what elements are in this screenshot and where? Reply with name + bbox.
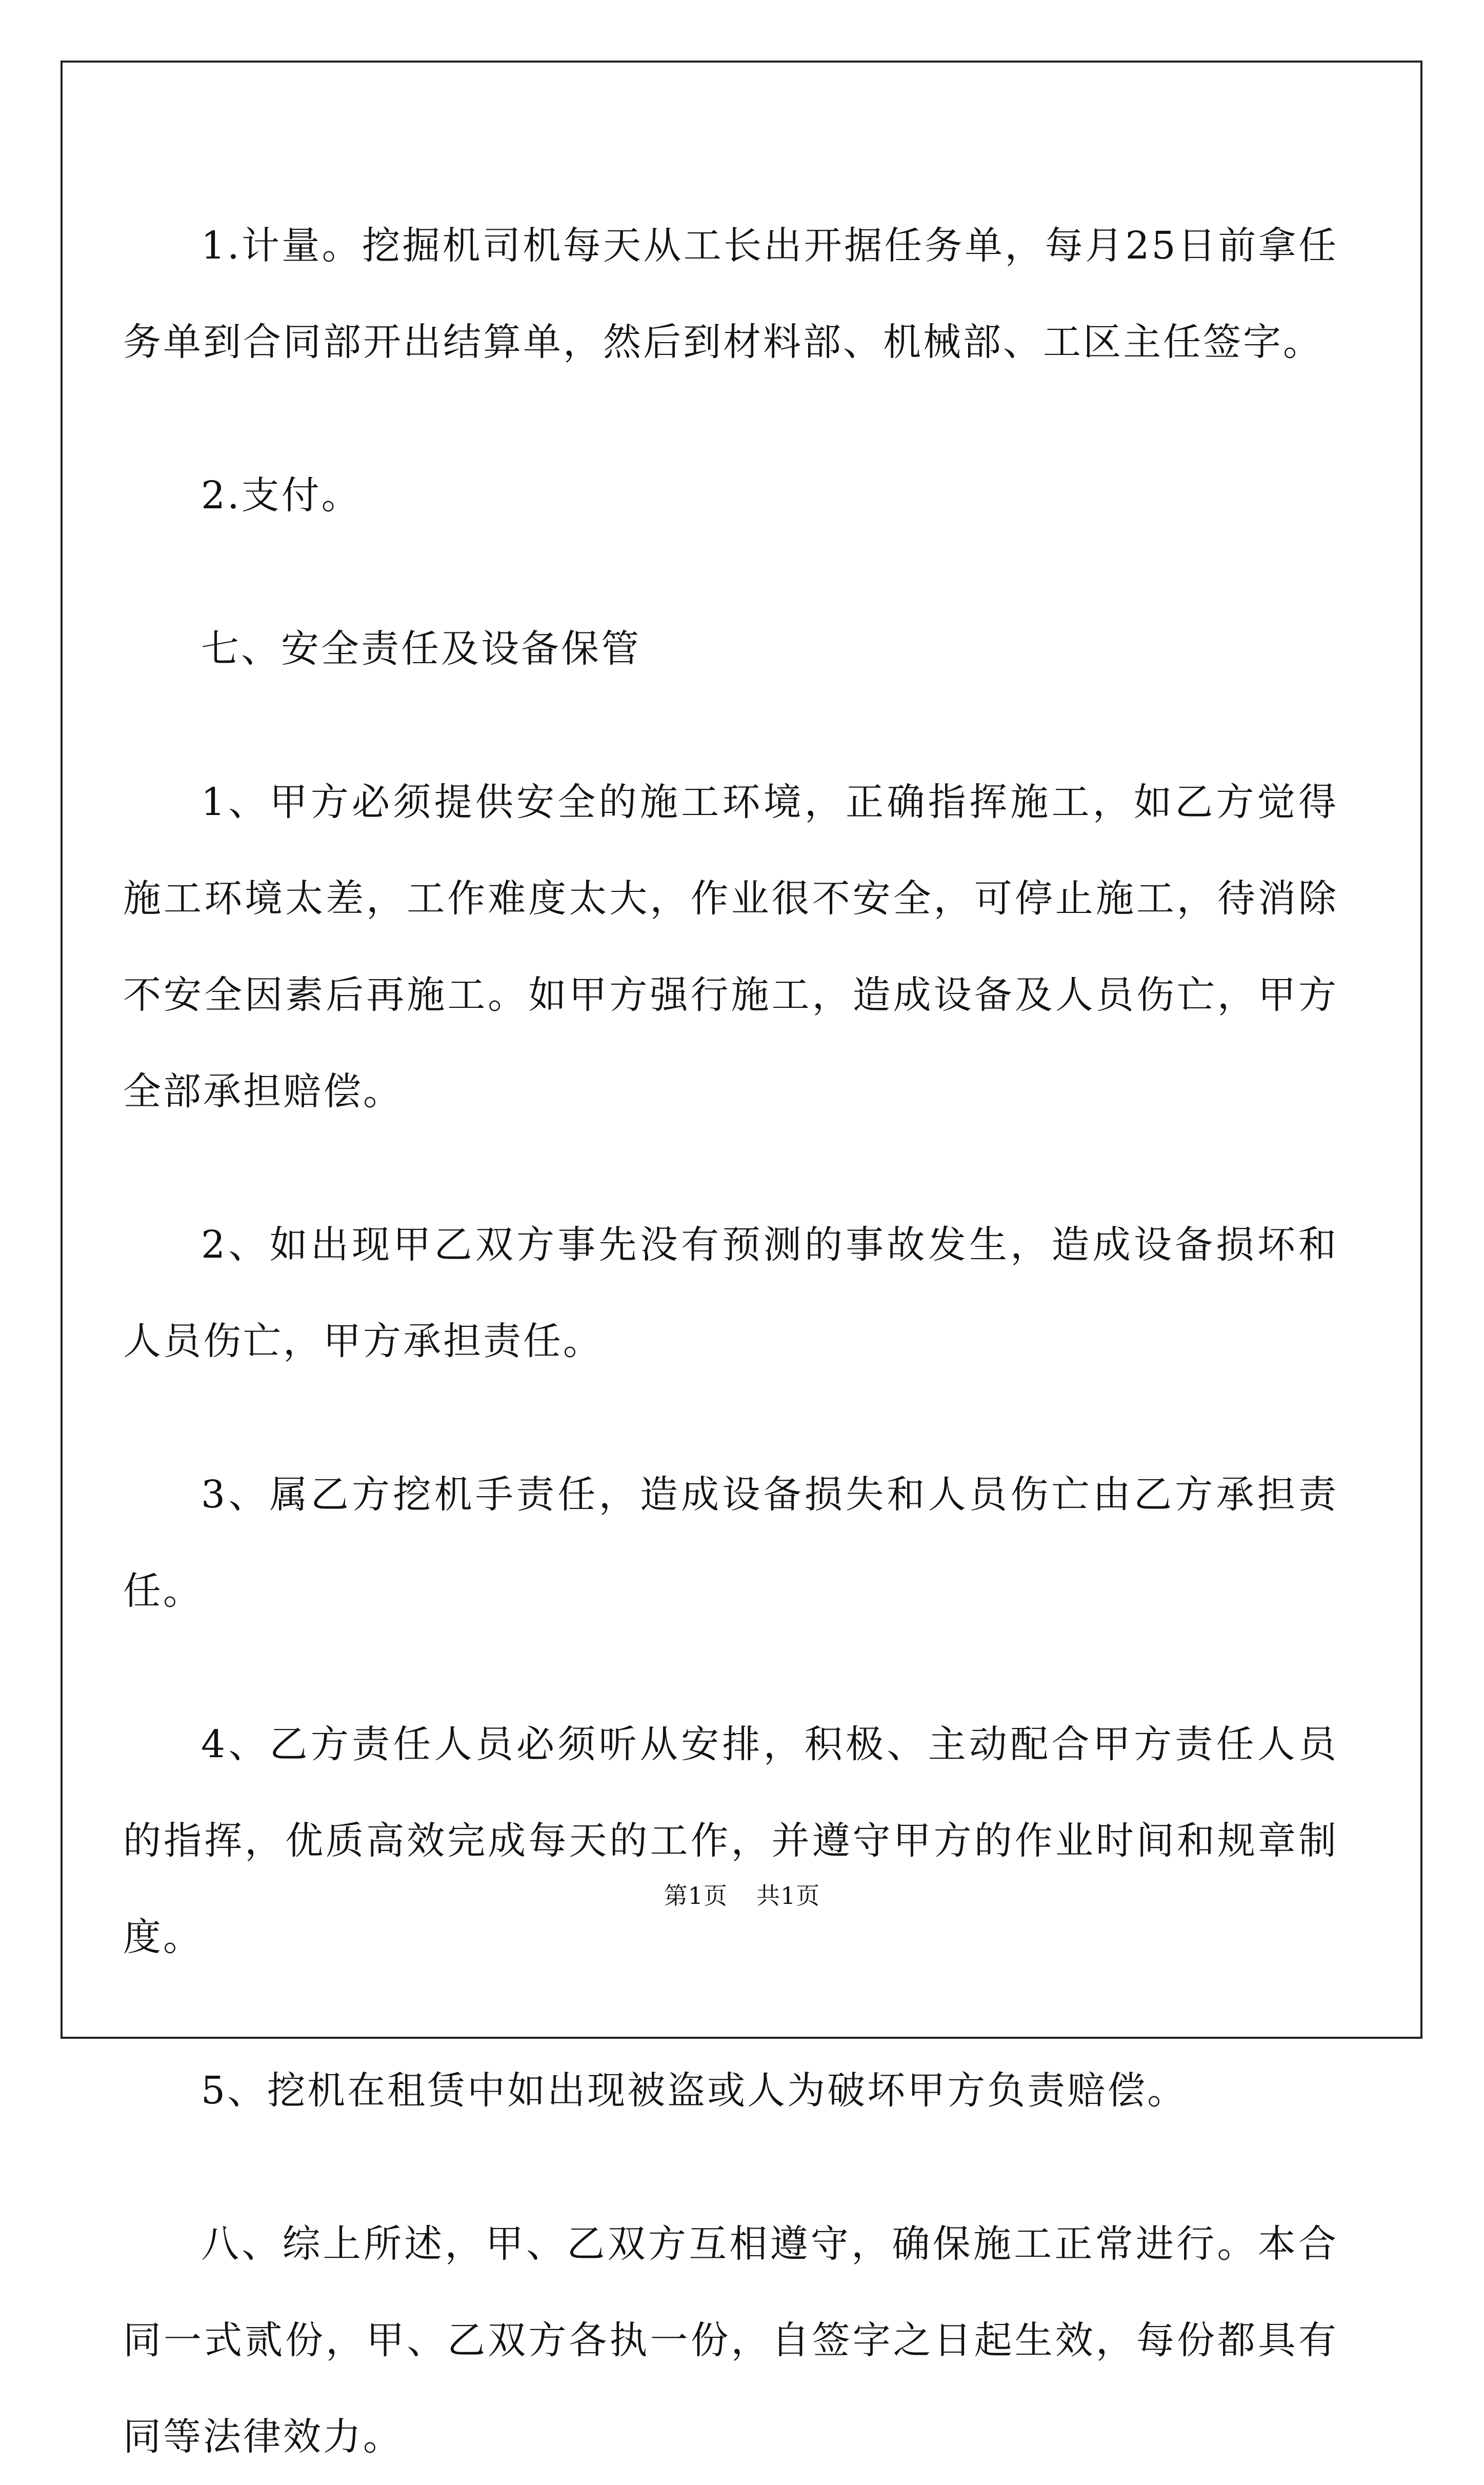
paragraph-safety-2: 2、如出现甲乙双方事先没有预测的事故发生，造成设备损坏和人员伤亡，甲方承担责任。: [123, 1223, 1338, 1363]
section-heading-safety: 七、安全责任及设备保管: [201, 627, 641, 671]
page-number: 第1页: [664, 1882, 728, 1910]
paragraph-safety-3: 3、属乙方挖机手责任，造成设备损失和人员伤亡由乙方承担责任。: [123, 1473, 1338, 1613]
paragraph-summary: 八、综上所述，甲、乙双方互相遵守，确保施工正常进行。本合同一式贰份，甲、乙双方各执一份，自签字之日起生效，每份都具有同等法律效力。: [123, 2222, 1338, 2459]
paragraph-safety-4: 4、乙方责任人员必须听从安排，积极、主动配合甲方责任人员的指挥，优质高效完成每天的工作，并遵守甲方的作业时间和规章制度。: [123, 1722, 1338, 1959]
paragraph-payment: 2.支付。: [201, 473, 362, 518]
page-footer: [0, 1877, 1484, 1911]
paragraph-safety-5: 5、挖机在租赁中如出现被盗或人为破坏甲方负责赔偿。: [201, 2069, 1188, 2113]
paragraph-measurement: 1.计量。挖掘机司机每天从工长出开据任务单，每月25日前拿任务单到合同部开出结算单，然后到材料部、机械部、工区主任签字。: [123, 224, 1338, 364]
page-total: 共1页: [756, 1882, 820, 1910]
document-body: [123, 197, 1338, 2485]
paragraph-safety-1: 1、甲方必须提供安全的施工环境，正确指挥施工，如乙方觉得施工环境太差，工作难度太大，作业很不安全，可停止施工，待消除不安全因素后再施工。如甲方强行施工，造成设备及人员伤亡，甲方全部承担赔偿。: [123, 780, 1338, 1114]
